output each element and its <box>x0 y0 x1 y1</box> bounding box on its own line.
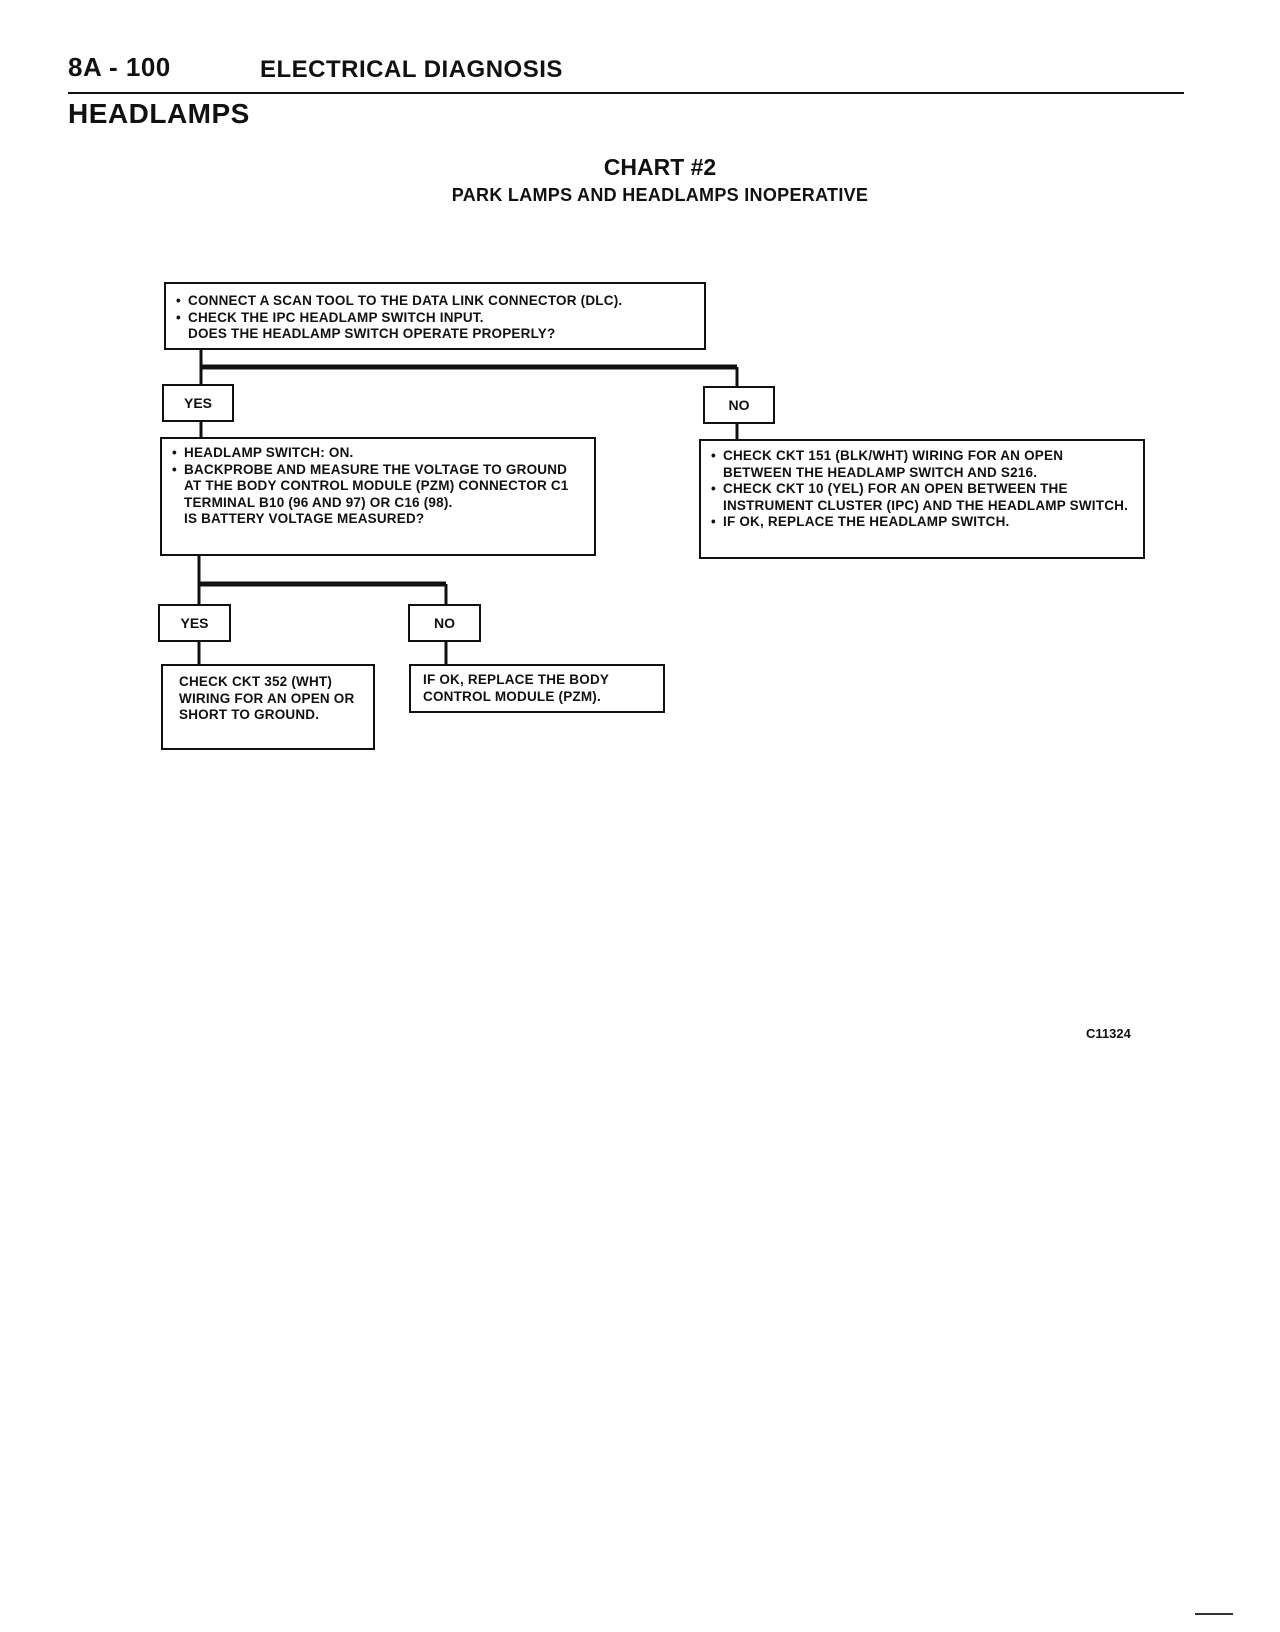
step3-box <box>699 439 1145 559</box>
section-title: ELECTRICAL DIAGNOSIS <box>260 56 563 83</box>
chart-title: CHART #2 <box>603 154 717 180</box>
step1-bullet: • CHECK THE IPC HEADLAMP SWITCH INPUT. <box>176 310 694 327</box>
step4-box <box>161 664 375 750</box>
step5-text: IF OK, REPLACE THE BODY CONTROL MODULE (PZM). <box>423 672 609 704</box>
step1-question: DOES THE HEADLAMP SWITCH OPERATE PROPERLY? <box>188 326 556 341</box>
step1-box <box>164 282 706 350</box>
subsection-title: HEADLAMPS <box>68 98 250 129</box>
step2-no-label: NO <box>408 604 481 642</box>
step5-box <box>409 664 665 713</box>
step2-question: IS BATTERY VOLTAGE MEASURED? <box>184 511 425 526</box>
chart-subtitle: PARK LAMPS AND HEADLAMPS INOPERATIVE <box>451 185 869 205</box>
figure-code: C11324 <box>1086 1026 1131 1041</box>
step3-bullet: • CHECK CKT 151 (BLK/WHT) WIRING FOR AN OPEN BETWEEN THE HEADLAMP SWITCH AND S216. <box>711 448 1133 481</box>
step2-bullet: • HEADLAMP SWITCH: ON. <box>172 445 584 462</box>
page-number: 8A - 100 <box>68 52 171 82</box>
step2-bullet: • BACKPROBE AND MEASURE THE VOLTAGE TO GROUND AT THE BODY CONTROL MODULE (PZM) CONNECTOR C1 TERMINAL B10 (96 AND 97) OR C16 (98). <box>172 462 584 512</box>
step3-bullet: • IF OK, REPLACE THE HEADLAMP SWITCH. <box>711 514 1133 531</box>
step2-box <box>160 437 596 556</box>
step4-text: CHECK CKT 352 (WHT) WIRING FOR AN OPEN OR SHORT TO GROUND. <box>179 674 355 722</box>
step1-no-label: NO <box>703 386 775 424</box>
step2-yes-label: YES <box>158 604 231 642</box>
step3-bullet: • CHECK CKT 10 (YEL) FOR AN OPEN BETWEEN THE INSTRUMENT CLUSTER (IPC) AND THE HEADLAMP SWITCH. <box>711 481 1133 514</box>
step1-yes-label: YES <box>162 384 234 422</box>
step1-bullet: • CONNECT A SCAN TOOL TO THE DATA LINK CONNECTOR (DLC). <box>176 293 694 310</box>
page-corner-mark <box>1195 1613 1233 1615</box>
